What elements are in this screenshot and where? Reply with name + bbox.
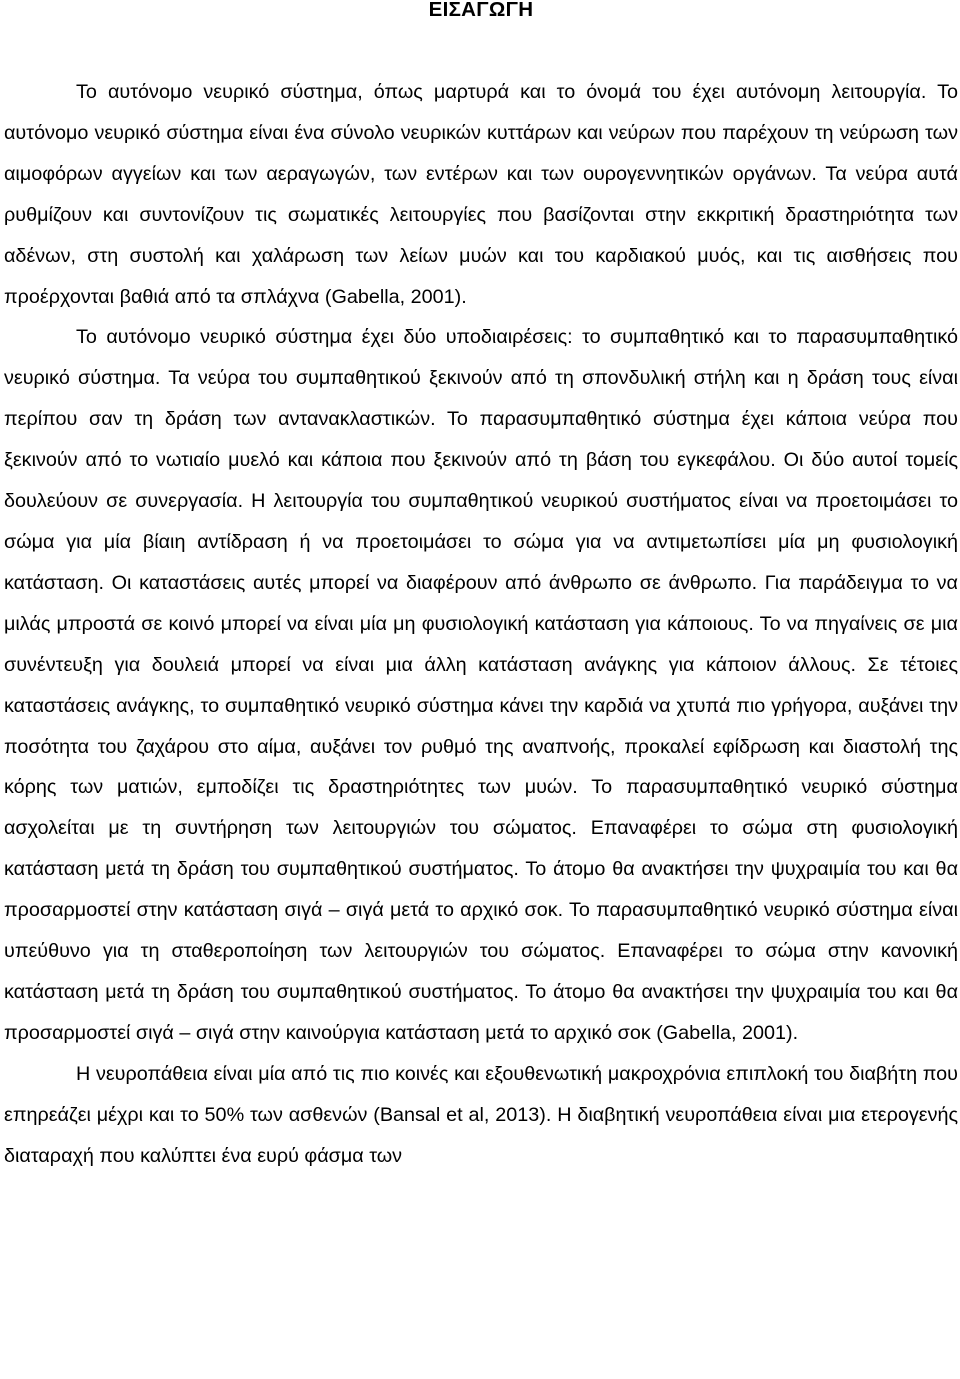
paragraph-sympathetic-parasympathetic: Το αυτόνομο νευρικό σύστημα έχει δύο υποδιαιρέσεις: το συμπαθητικό και το παρασυμπαθητικό νευρικό σύστημα. Τα νεύρα του συμπαθητικού ξεκινούν από τη σπονδυλική στήλη και η δράση τους είναι περίπου σαν τη δράση των αντανακλαστικών. Το παρασυμπαθητικό σύστημα έχει κάποια νεύρα που ξεκινούν από το νωτιαίο μυελό και κάποια που ξεκινούν από τη βάση του εγκεφάλου. Οι δύο αυτοί τομείς δουλεύουν σε συνεργασία. Η λειτουργία του συμπαθητικού νευρικού συστήματος είναι να προετοιμάσει το σώμα για μία βίαιη αντίδραση ή να προετοιμάσει το σώμα για να αντιμετωπίσει μία μη φυσιολογική κατάσταση. Οι καταστάσεις αυτές μπορεί να διαφέρουν από άνθρωπο σε άνθρωπο. Για παράδειγμα το να μιλάς μπροστά σε κοινό μπορεί να είναι μία μη φυσιολογική κατάσταση για κάποιους. Το να πηγαίνεις σε μια συνέντευξη για δουλειά μπορεί να είναι μια άλλη κατάσταση ανάγκης για κάποιον άλλους. Σε τέτοιες καταστάσεις ανάγκης, το συμπαθητικό νευρικό σύστημα κάνει την καρδιά να χτυπά πιο γρήγορα, αυξάνει την ποσότητα του ζαχάρου στο αίμα, αυξάνει τον ρυθμό της αναπνοής, προκαλεί εφίδρωση και διαστολή της κόρης των ματιών, εμποδίζει τις δραστηριότητες των μυών. Το παρασυμπαθητικό νευρικό σύστημα ασχολείται με τη συντήρηση των λειτουργιών του σώματος. Επαναφέρει το σώμα στη φυσιολογική κατάσταση μετά τη δράση του συμπαθητικού συστήματος. Το άτομο θα ανακτήσει την ψυχραιμία του και θα προσαρμοστεί στην κατάσταση σιγά – σιγά μετά το αρχικό σοκ. Το παρασυμπαθητικό νευρικό σύστημα είναι υπεύθυνο για τη σταθεροποίηση των λειτουργιών του σώματος. Επαναφέρει το σώμα στην κανονική κατάσταση μετά τη δράση του συμπαθητικού συστήματος. Το άτομο θα ανακτήσει την ψυχραιμία του και θα προσαρμοστεί σιγά – σιγά στην καινούργια κατάσταση μετά το αρχικό σοκ (Gabella, 2001).	[4, 326, 958, 1044]
paragraph-neuropathy: Η νευροπάθεια είναι μία από τις πιο κοινές και εξουθενωτική μακροχρόνια επιπλοκή του διαβήτη που επηρεάζει μέχρι και το 50% των ασθενών (Bansal et al, 2013). Η διαβητική νευροπάθεια είναι μια ετερογενής διαταραχή που καλύπτει ένα ευρύ φάσμα των	[4, 1062, 958, 1167]
page-title: ΕΙΣΑΓΩΓΗ	[428, 0, 534, 21]
paragraph-autonomic-intro: Το αυτόνομο νευρικό σύστημα, όπως μαρτυρά και το όνομά του έχει αυτόνομη λειτουργία. Το αυτόνομο νευρικό σύστημα είναι ένα σύνολο νευρικών κυττάρων και νεύρων που παρέχουν τη νεύρωση των αιμοφόρων αγγείων και των αεραγωγών, των εντέρων και των ουρογεννητικών οργάνων. Τα νεύρα αυτά ρυθμίζουν και συντονίζουν τις σωματικές λειτουργίες που βασίζονται στην εκκριτική δραστηριότητα των αδένων, στη συστολή και χαλάρωση των λείων μυών και του καρδιακού μυός, και τις αισθήσεις που προέρχονται βαθιά από τα σπλάχνα (Gabella, 2001).	[4, 81, 958, 308]
